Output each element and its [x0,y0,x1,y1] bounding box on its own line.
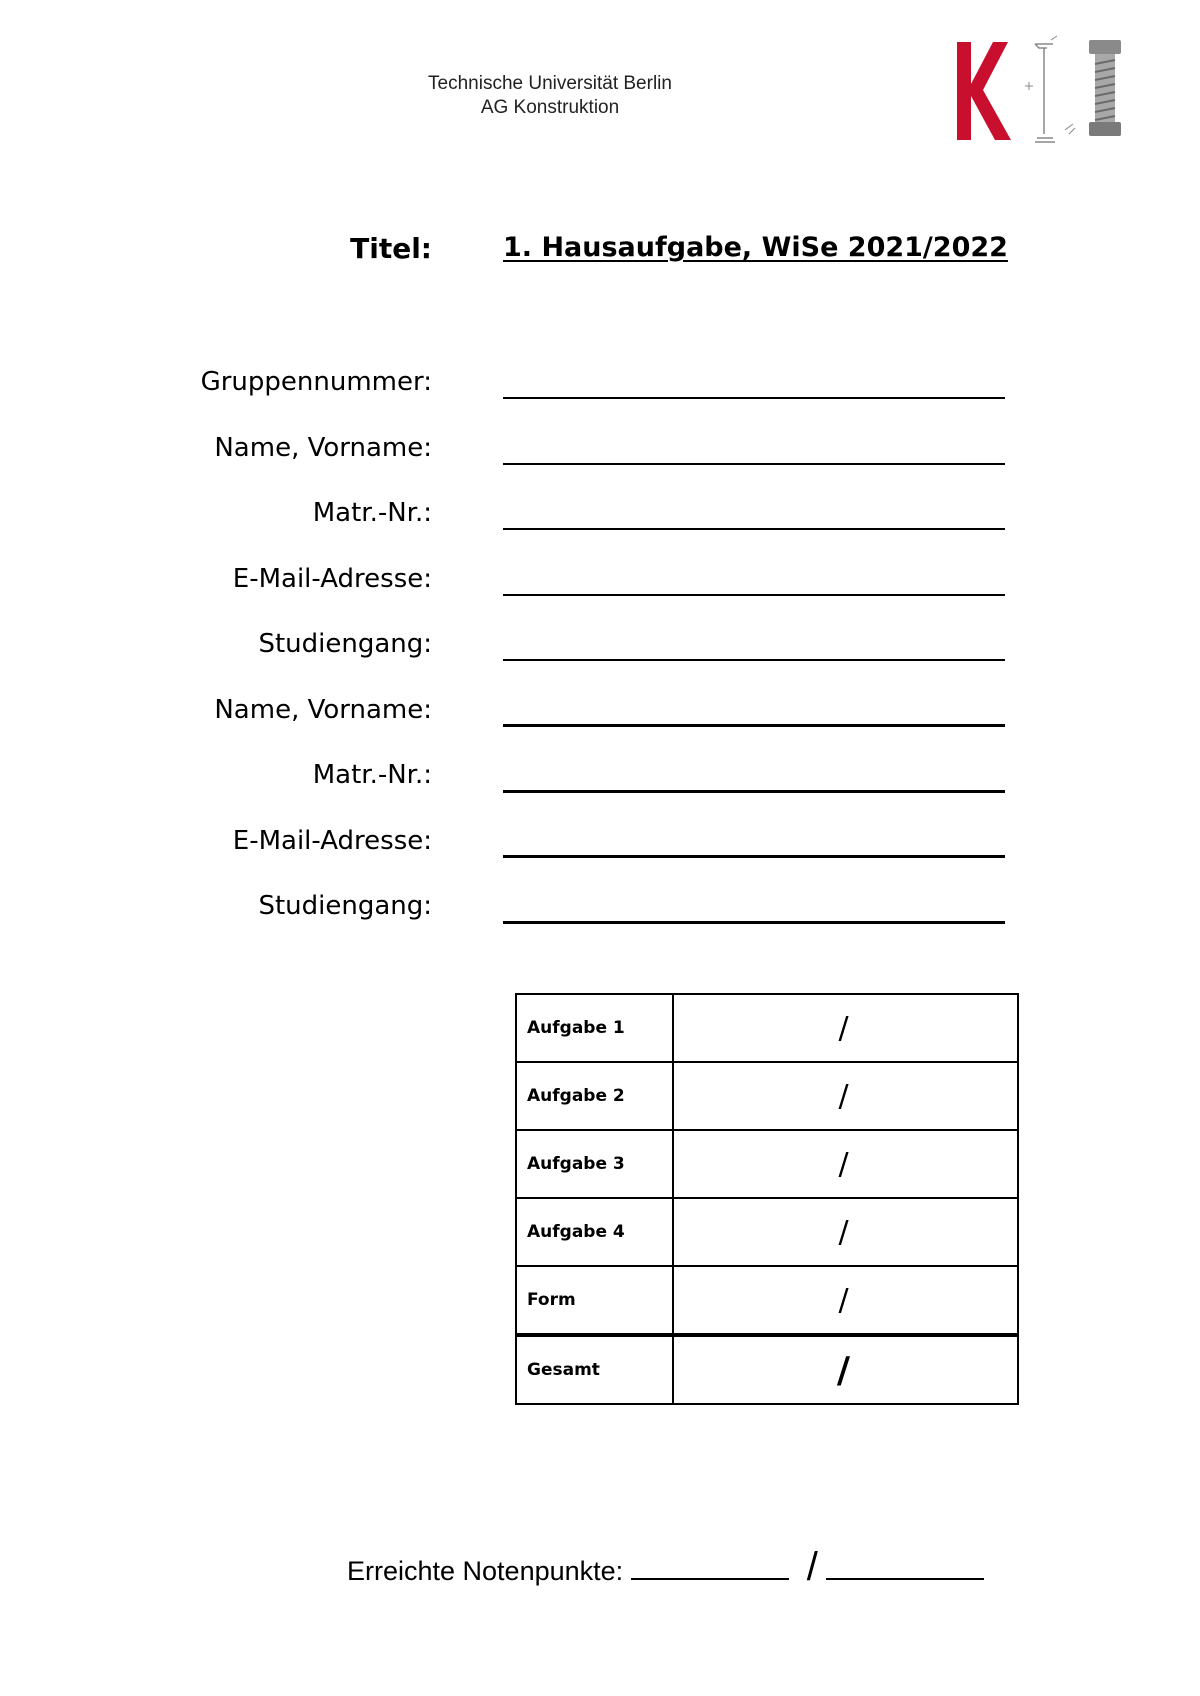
field-label-email-1: E-Mail-Adresse: [232,564,432,594]
score-cell-form[interactable] [673,1266,1018,1335]
table-row [516,1130,1018,1198]
table-row [516,994,1018,1062]
field-label-gruppennummer: Gruppennummer: [200,367,432,397]
field-line-name-2[interactable] [503,724,1005,727]
department-name: AG Konstruktion [480,97,620,118]
score-separator: / [838,1078,849,1114]
field-line-studiengang-1[interactable] [503,659,1005,661]
score-separator: / [838,1146,849,1182]
score-label-gesamt: Gesamt [516,1335,673,1404]
score-cell-aufgabe-4[interactable] [673,1198,1018,1266]
field-label-name-2: Name, Vorname: [214,695,432,725]
score-cell-aufgabe-3[interactable] [673,1130,1018,1198]
score-table [515,993,1019,1405]
title-value: 1. Hausaufgabe, WiSe 2021/2022 [503,232,1008,263]
grade-separator: / [806,1545,818,1589]
table-row-total [516,1335,1018,1404]
ki-logo [955,34,1125,149]
field-line-name-1[interactable] [503,463,1005,465]
table-row [516,1198,1018,1266]
field-line-matr-2[interactable] [503,790,1005,793]
score-cell-aufgabe-1[interactable] [673,994,1018,1062]
field-line-email-1[interactable] [503,594,1005,596]
table-row [516,1266,1018,1335]
field-label-studiengang-2: Studiengang: [258,891,432,921]
field-label-matr-1: Matr.-Nr.: [312,498,432,528]
grade-line [347,1545,984,1590]
field-label-matr-2: Matr.-Nr.: [312,760,432,790]
bolt-icon [1089,40,1121,136]
field-label-name-1: Name, Vorname: [214,433,432,463]
score-cell-aufgabe-2[interactable] [673,1062,1018,1130]
university-name: Technische Universität Berlin [428,73,672,94]
score-separator: / [838,1282,849,1318]
title-label: Titel: [350,232,432,265]
score-label-aufgabe-4: Aufgabe 4 [516,1198,673,1266]
field-label-studiengang-1: Studiengang: [258,629,432,659]
grade-label: Erreichte Notenpunkte: [347,1556,624,1586]
field-line-matr-1[interactable] [503,528,1005,530]
grade-achieved-blank[interactable] [631,1552,789,1580]
score-label-aufgabe-3: Aufgabe 3 [516,1130,673,1198]
score-separator: / [838,1214,849,1250]
score-label-aufgabe-2: Aufgabe 2 [516,1062,673,1130]
score-separator: / [836,1349,851,1391]
field-line-email-2[interactable] [503,855,1005,858]
field-line-studiengang-2[interactable] [503,921,1005,924]
table-row [516,1062,1018,1130]
grade-total-blank[interactable] [826,1552,984,1580]
score-separator: / [838,1010,849,1046]
score-label-aufgabe-1: Aufgabe 1 [516,994,673,1062]
header [410,72,690,120]
score-cell-gesamt[interactable] [673,1335,1018,1404]
field-line-gruppennummer[interactable] [503,397,1005,399]
field-label-email-2: E-Mail-Adresse: [232,826,432,856]
score-label-form: Form [516,1266,673,1335]
